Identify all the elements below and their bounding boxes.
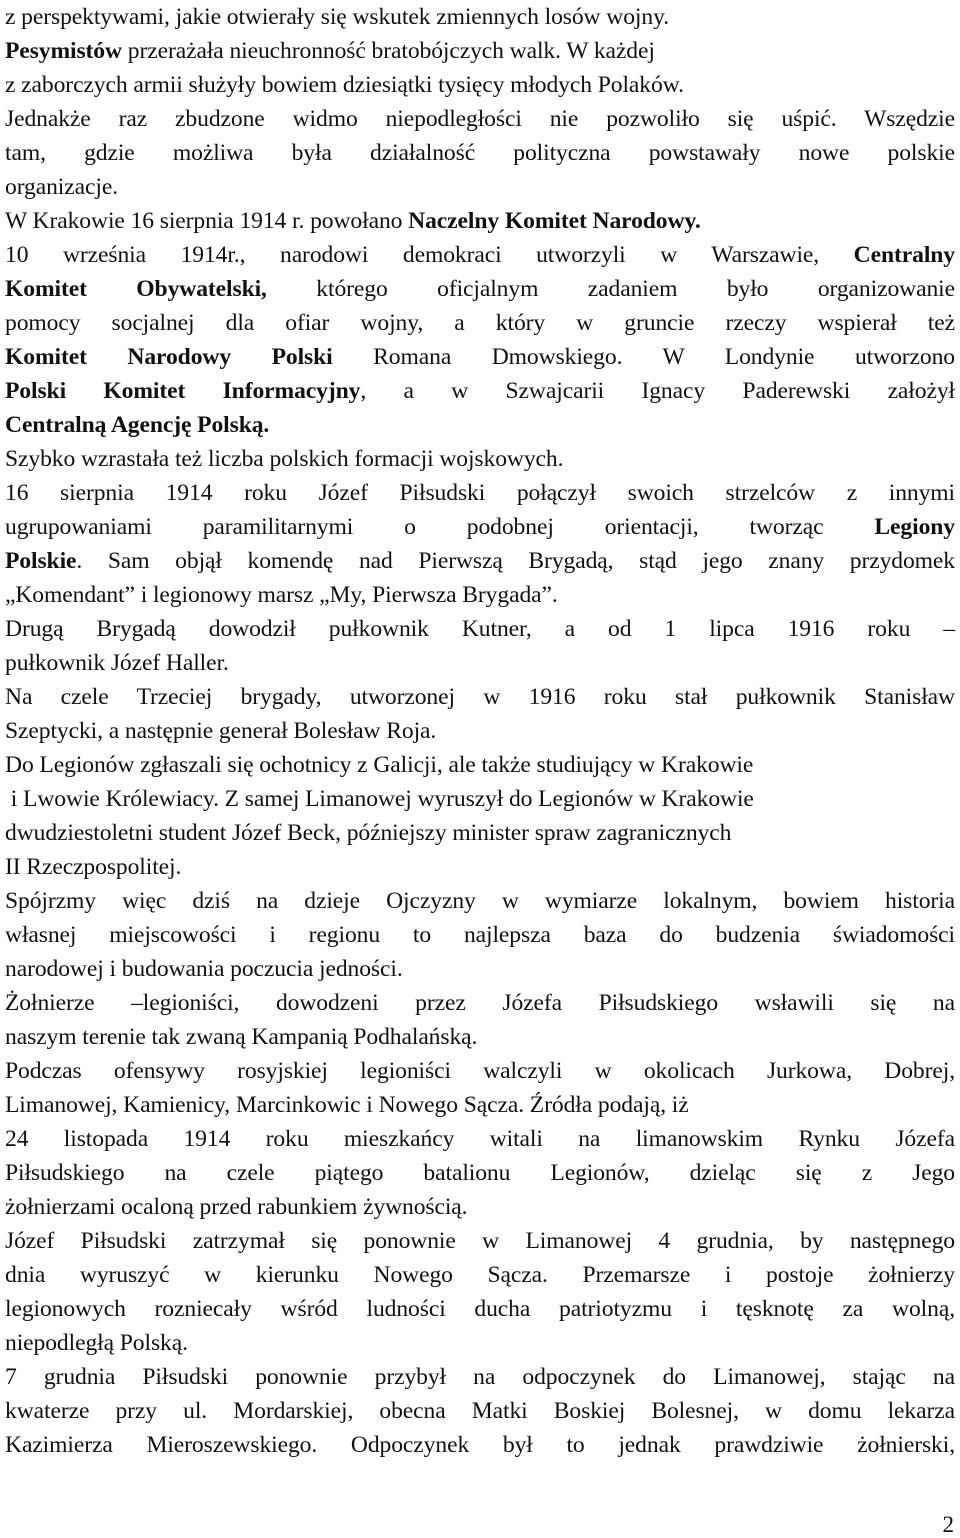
text-line [5, 986, 955, 1020]
text-segment: Drugą Brygadą dowodził pułkownik Kutner, a od 1 lipca 1916 roku – [5, 616, 955, 642]
text-line [5, 612, 955, 646]
text-line [5, 952, 955, 986]
text-segment: własnej miejscowości i regionu to najlepsza baza do budzenia świadomości [5, 922, 955, 948]
text-segment: którego oficjalnym zadaniem było organizowanie [266, 276, 955, 302]
text-line [5, 340, 955, 374]
text-line [5, 68, 955, 102]
text-segment: „Komendant” i legionowy marsz „My, Pierwsza Brygada”. [5, 582, 558, 608]
text-line [5, 850, 955, 884]
text-line [5, 646, 955, 680]
bold-text: Komitet Obywatelski, [5, 276, 267, 302]
text-line [5, 1292, 955, 1326]
text-line [5, 272, 955, 306]
text-line [5, 1224, 955, 1258]
text-line [5, 1394, 955, 1428]
text-segment: dnia wyruszyć w kierunku Nowego Sącza. Przemarsze i postoje żołnierzy [5, 1262, 955, 1288]
text-segment: Na czele Trzeciej brygady, utworzonej w 1916 roku stał pułkownik Stanisław [5, 684, 955, 710]
bold-text: Polski Komitet Informacyjny [5, 378, 361, 404]
page-number: 2 [942, 1512, 954, 1537]
text-line [5, 510, 955, 544]
text-segment: tam, gdzie możliwa była działalność polityczna powstawały nowe polskie [5, 140, 955, 166]
text-line [5, 1190, 955, 1224]
text-segment: Kazimierza Mieroszewskiego. Odpoczynek był to jednak prawdziwie żołnierski, [5, 1432, 955, 1458]
text-segment: Szybko wzrastała też liczba polskich formacji wojskowych. [5, 446, 564, 472]
text-segment: przerażała nieuchronność bratobójczych walk. W każdej [121, 38, 655, 64]
text-segment: Józef Piłsudski zatrzymał się ponownie w Limanowej 4 grudnia, by następnego [5, 1228, 955, 1254]
text-segment: niepodległą Polską. [5, 1330, 188, 1356]
text-line [5, 1156, 955, 1190]
text-segment: II Rzeczpospolitej. [5, 854, 182, 880]
text-line [5, 1122, 955, 1156]
text-segment: pułkownik Józef Haller. [5, 650, 229, 676]
text-segment: W Krakowie 16 sierpnia 1914 r. powołano [5, 208, 409, 234]
text-segment: dwudziestoletni student Józef Beck, późniejszy minister spraw zagranicznych [5, 820, 732, 846]
text-line [5, 0, 955, 34]
text-segment: Żołnierze –legioniści, dowodzeni przez Józefa Piłsudskiego wsławili się na [5, 990, 955, 1016]
text-segment: 24 listopada 1914 roku mieszkańcy witali na limanowskim Rynku Józefa [5, 1126, 955, 1152]
text-line [5, 34, 955, 68]
text-line [5, 782, 955, 816]
text-line [5, 204, 955, 238]
text-segment: narodowej i budowania poczucia jedności. [5, 956, 403, 982]
text-segment: Do Legionów zgłaszali się ochotnicy z Galicji, ale także studiujący w Krakowie [5, 752, 754, 778]
text-segment: , a w Szwajcarii Ignacy Paderewski założył [360, 378, 955, 404]
text-segment: ugrupowaniami paramilitarnymi o podobnej orientacji, tworząc [5, 514, 875, 540]
text-line [5, 170, 955, 204]
text-segment: naszym terenie tak zwaną Kampanią Podhalańską. [5, 1024, 478, 1050]
text-segment: 7 grudnia Piłsudski ponownie przybył na odpoczynek do Limanowej, stając na [5, 1364, 955, 1390]
text-line [5, 476, 955, 510]
bold-text: Pesymistów [5, 38, 122, 64]
text-segment: Szeptycki, a następnie generał Bolesław Roja. [5, 718, 437, 744]
text-line [5, 306, 955, 340]
text-line [5, 884, 955, 918]
text-line [5, 1326, 955, 1360]
text-line [5, 544, 955, 578]
text-segment: z zaborczych armii służyły bowiem dziesiątki tysięcy młodych Polaków. [5, 72, 684, 98]
text-line [5, 1088, 955, 1122]
text-segment: 16 sierpnia 1914 roku Józef Piłsudski połączył swoich strzelców z innymi [5, 480, 955, 506]
text-segment: Jednakże raz zbudzone widmo niepodległości nie pozwoliło się uśpić. Wszędzie [5, 106, 955, 132]
text-segment: Piłsudskiego na czele piątego batalionu Legionów, dzieląc się z Jego [5, 1160, 955, 1186]
text-line [5, 102, 955, 136]
text-segment: Romana Dmowskiego. W Londynie utworzono [332, 344, 955, 370]
bold-text: Legiony [874, 514, 955, 540]
text-segment: Spójrzmy więc dziś na dzieje Ojczyzny w wymiarze lokalnym, bowiem historia [5, 888, 955, 914]
text-segment: kwaterze przy ul. Mordarskiej, obecna Matki Boskiej Bolesnej, w domu lekarza [5, 1398, 955, 1424]
text-line [5, 680, 955, 714]
text-line [5, 1258, 955, 1292]
text-segment: z perspektywami, jakie otwierały się wskutek zmiennych losów wojny. [5, 4, 670, 30]
text-line [5, 1054, 955, 1088]
text-line [5, 918, 955, 952]
bold-text: Komitet Narodowy Polski [5, 344, 333, 370]
text-line [5, 136, 955, 170]
text-line [5, 578, 955, 612]
text-line [5, 238, 955, 272]
text-segment: legionowych rozniecały wśród ludności ducha patriotyzmu i tęsknotę za wolną, [5, 1296, 955, 1322]
text-segment: żołnierzami ocaloną przed rabunkiem żywnością. [5, 1194, 468, 1220]
text-line [5, 1020, 955, 1054]
text-segment: Podczas ofensywy rosyjskiej legioniści walczyli w okolicach Jurkowa, Dobrej, [5, 1058, 955, 1084]
bold-text: Polskie [5, 548, 77, 574]
text-segment: , narodowi demokraci utworzyli w Warszawie, [239, 242, 854, 268]
text-line [5, 1360, 955, 1394]
text-line [5, 408, 955, 442]
document-body [5, 0, 955, 1462]
bold-text: Centralny [853, 242, 956, 268]
bold-text: Naczelny Komitet Narodowy. [408, 208, 701, 234]
text-line [5, 374, 955, 408]
text-segment: i Lwowie Królewiacy. Z samej Limanowej wyruszył do Legionów w Krakowie [5, 786, 754, 812]
text-segment: Limanowej, Kamienicy, Marcinkowic i Nowego Sącza. Źródła podają, iż [5, 1092, 689, 1118]
text-line [5, 748, 955, 782]
text-segment: pomocy socjalnej dla ofiar wojny, a który w gruncie rzeczy wspierał też [5, 310, 955, 336]
text-line [5, 442, 955, 476]
bold-text: Centralną Agencję Polską. [5, 412, 270, 438]
text-line [5, 816, 955, 850]
text-segment: 10 września 1914r. [5, 242, 240, 268]
text-line [5, 714, 955, 748]
text-line [5, 1428, 955, 1462]
text-segment: . Sam objął komendę nad Pierwszą Brygadą, stąd jego znany przydomek [76, 548, 955, 574]
text-segment: organizacje. [5, 174, 118, 200]
